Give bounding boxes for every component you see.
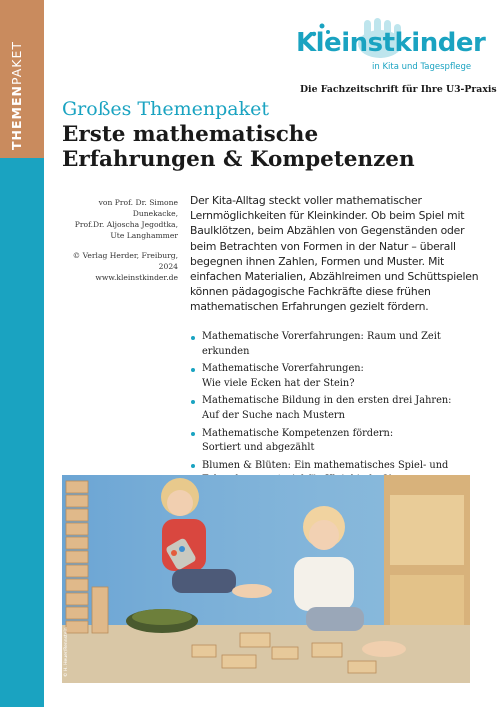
kicker: Großes Themenpaket [62,98,269,120]
list-item: Mathematische Bildung in den ersten drei Jahren: Auf der Suche nach Mustern [190,394,490,423]
author-line: Ute Langhammer [110,231,178,240]
byline [60,197,178,283]
website-link[interactable]: www.kleinstkinder.de [95,273,178,282]
brand-logo: Kleinstkinder [296,28,486,58]
author-line: von Prof. Dr. Simone Dunekacke, [98,198,178,218]
magazine-tagline: Die Fachzeitschrift für Ihre U3-Praxis [300,84,497,95]
section-label: THEMENPAKET [9,41,24,150]
brand-subtitle: in Kita und Tagespflege [372,62,472,72]
title-line: Erfahrungen & Kompetenzen [62,147,415,172]
title-line: Erste mathematische [62,122,319,147]
list-item: Mathematische Vorerfahrungen: Raum und Zeit erkunden [190,330,490,359]
copyright: © Verlag Herder, Freiburg, 2024 [72,251,178,271]
list-item: Blumen & Blüten: Ein mathematisches Spiel- und [190,459,490,488]
topic-list [190,330,490,491]
list-item: Mathematische Vorerfahrungen: Wie viele Ecken hat der Stein? [190,362,490,391]
page-title [62,122,482,172]
photo-credit: © H. Heuer/Rennstein [64,627,69,677]
cover-photo [62,475,470,683]
list-item: Mathematische Kompetenzen fördern: Sortiert und abgezählt [190,427,490,456]
author-line: Prof.Dr. Aljoscha Jegodtka, [74,220,178,229]
intro-text: Der Kita-Alltag steckt voller mathematischer Lernmöglichkeiten für Kleinkinder. Ob beim Spiel mit Baulklötzen, beim Abzählen von Gegenständen oder beim Betrachten von Formen in der Natur – überall begegnen ihnen Zahlen, Formen und Muster. Mit einfachen Materialien, Abzählreimen und Schüttspielen können pädagogische Fachkräfte diese frühen mathematischen Erfahrungen gezielt fördern. [190,194,479,314]
